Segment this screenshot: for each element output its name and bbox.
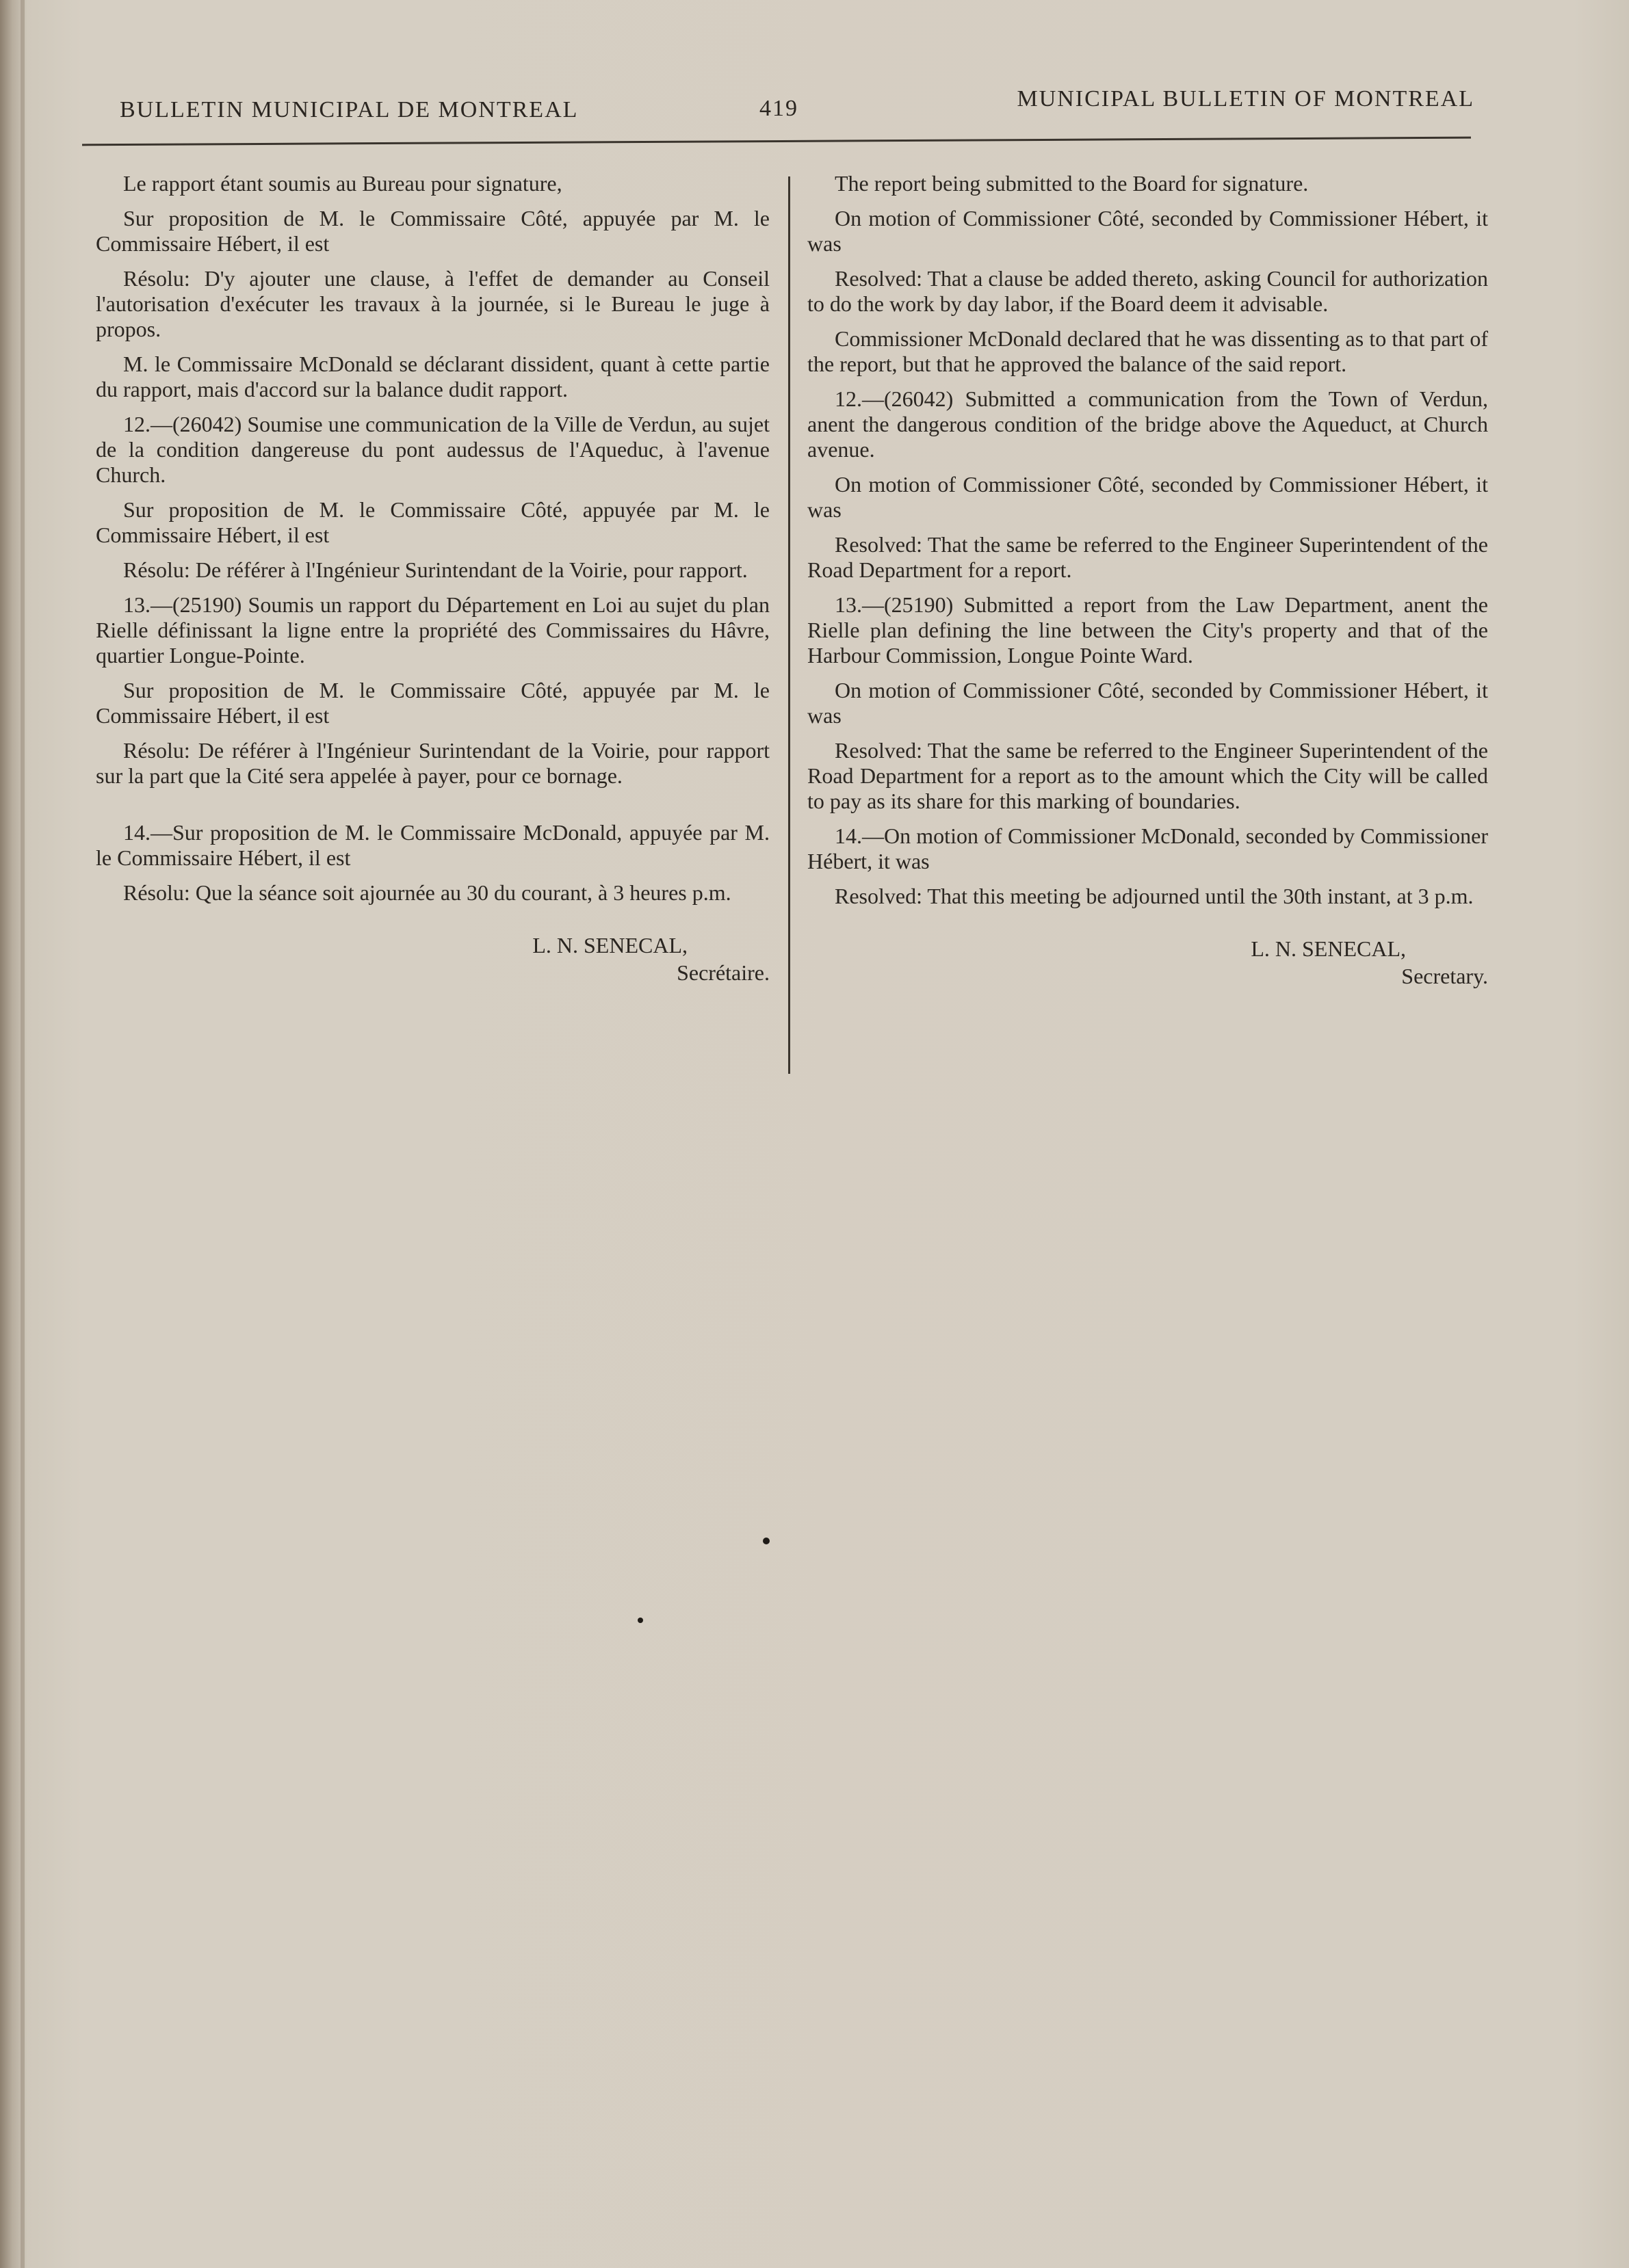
ink-speck <box>763 1538 770 1544</box>
column-divider <box>788 176 790 1074</box>
fr-paragraph: Sur proposition de M. le Commissaire Côté, appuyée par M. le Commissaire Hébert, il est <box>96 497 770 547</box>
en-paragraph: Commissioner McDonald declared that he was dissenting as to that part of the report, but that he approved the balance of the said report. <box>807 326 1488 376</box>
en-signature-title: Secretary. <box>1401 964 1488 988</box>
header-english-title: MUNICIPAL BULLETIN OF MONTREAL <box>1017 86 1474 111</box>
fr-paragraph: Résolu: D'y ajouter une clause, à l'effet de demander au Conseil l'autorisation d'exécuter les travaux à la journée, si le Bureau le juge à propos. <box>96 266 770 341</box>
en-paragraph: Resolved: That the same be referred to the Engineer Superintendent of the Road Department for a report as to the amount which the City will be called to pay as its share for this marking of boundaries. <box>807 738 1488 813</box>
page-number: 419 <box>759 96 798 121</box>
en-signature <box>807 935 1488 990</box>
en-signature-name: L. N. SENECAL, <box>1251 936 1406 961</box>
en-paragraph: On motion of Commissioner Côté, seconded by Commissioner Hébert, it was <box>807 678 1488 728</box>
fr-paragraph: 12.—(26042) Soumise une communication de la Ville de Verdun, au sujet de la condition dangereuse du pont audessus de l'Aqueduc, à l'avenue Church. <box>96 412 770 487</box>
en-paragraph: On motion of Commissioner Côté, seconded by Commissioner Hébert, it was <box>807 206 1488 256</box>
en-paragraph: On motion of Commissioner Côté, seconded by Commissioner Hébert, it was <box>807 472 1488 522</box>
header-french-title: BULLETIN MUNICIPAL DE MONTREAL <box>120 97 579 122</box>
fr-signature <box>96 932 770 986</box>
french-column <box>96 171 770 986</box>
header-rule <box>82 137 1471 146</box>
ink-speck <box>638 1618 643 1623</box>
fr-paragraph: Résolu: De référer à l'Ingénieur Surintendant de la Voirie, pour rapport sur la part que la Cité sera appelée à payer, pour ce bornage. <box>96 738 770 788</box>
en-paragraph: 12.—(26042) Submitted a communication from the Town of Verdun, anent the dangerous condition of the bridge above the Aqueduct, at Church avenue. <box>807 386 1488 462</box>
en-paragraph: The report being submitted to the Board for signature. <box>835 171 1309 196</box>
en-paragraph: 14.—On motion of Commissioner McDonald, seconded by Commissioner Hébert, it was <box>807 823 1488 873</box>
en-paragraph: Resolved: That a clause be added thereto, asking Council for authorization to do the work by day labor, if the Board deem it advisable. <box>807 266 1488 316</box>
en-paragraph: Resolved: That the same be referred to the Engineer Superintendent of the Road Department for a report. <box>807 532 1488 582</box>
fr-paragraph: Résolu: De référer à l'Ingénieur Surintendant de la Voirie, pour rapport. <box>123 557 748 582</box>
fr-paragraph: 14.—Sur proposition de M. le Commissaire McDonald, appuyée par M. le Commissaire Hébert, il est <box>96 820 770 870</box>
fr-paragraph: M. le Commissaire McDonald se déclarant dissident, quant à cette partie du rapport, mais d'accord sur la balance dudit rapport. <box>96 352 770 401</box>
fr-signature-title: Secrétaire. <box>677 960 770 985</box>
en-paragraph: Resolved: That this meeting be adjourned until the 30th instant, at 3 p.m. <box>835 884 1474 908</box>
en-paragraph: 13.—(25190) Submitted a report from the Law Department, anent the Rielle plan defining the line between the City's property and that of the Harbour Commission, Longue Pointe Ward. <box>807 592 1488 668</box>
fr-paragraph: Sur proposition de M. le Commissaire Côté, appuyée par M. le Commissaire Hébert, il est <box>96 206 770 256</box>
fr-paragraph: 13.—(25190) Soumis un rapport du Département en Loi au sujet du plan Rielle définissant la ligne entre la propriété des Commissaires du Hâvre, quartier Longue-Pointe. <box>96 592 770 668</box>
fr-paragraph: Le rapport étant soumis au Bureau pour signature, <box>123 171 562 196</box>
fr-paragraph: Résolu: Que la séance soit ajournée au 30 du courant, à 3 heures p.m. <box>123 880 731 905</box>
running-header <box>120 82 1474 137</box>
fr-signature-name: L. N. SENECAL, <box>532 933 688 958</box>
binding-gutter <box>21 0 25 2268</box>
english-column <box>807 171 1488 990</box>
fr-paragraph: Sur proposition de M. le Commissaire Côté, appuyée par M. le Commissaire Hébert, il est <box>96 678 770 728</box>
